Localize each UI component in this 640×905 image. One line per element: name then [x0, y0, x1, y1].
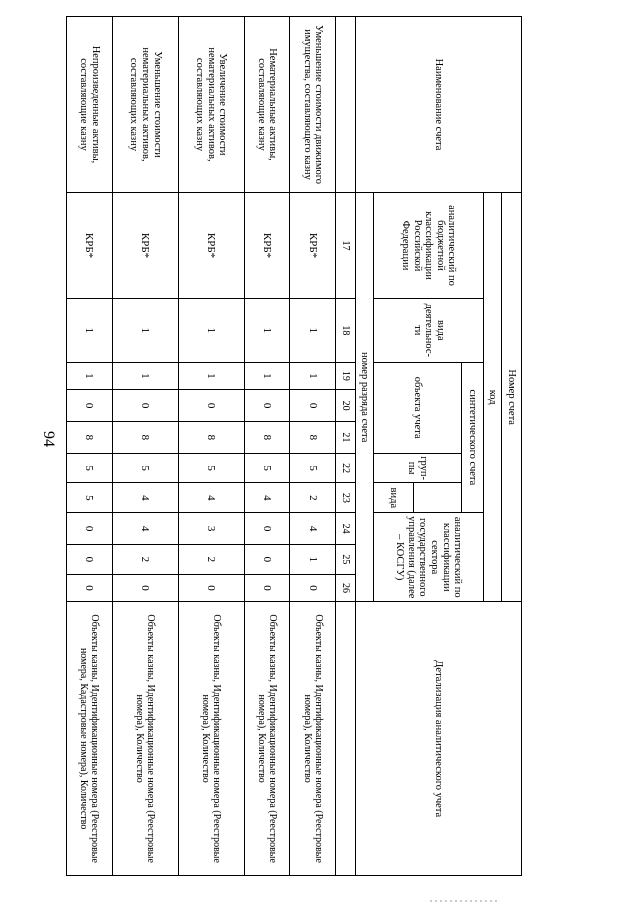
cell-17: КРБ*	[290, 193, 336, 299]
header-account-number: Номер счета	[502, 193, 522, 602]
header-account-object: объекта учета	[374, 362, 462, 453]
cell-24: 4	[290, 513, 336, 545]
cell-17: КРБ*	[178, 193, 244, 299]
account-detail: Объекты казны, Идентификационные номера (Реестровые номера, Кадастровые номера), Количество	[67, 602, 113, 876]
digit-21: 21	[336, 422, 356, 454]
table-row	[244, 17, 290, 876]
cell-19: 1	[67, 362, 113, 390]
cell-19: 1	[178, 362, 244, 390]
account-name: Уменьшение стоимости движимого имущества, составляющего казну	[290, 17, 336, 193]
digit-24: 24	[336, 513, 356, 545]
table-container	[66, 16, 640, 863]
cell-24: 0	[67, 513, 113, 545]
account-detail: Объекты казны, Идентификационные номера (Реестровые номера), Количество	[290, 602, 336, 876]
cell-21: 8	[67, 422, 113, 454]
cell-23: 4	[112, 483, 178, 513]
cell-25: 2	[112, 544, 178, 574]
cell-23: 2	[290, 483, 336, 513]
cell-26: 0	[290, 574, 336, 602]
header-groups: груп-пы	[374, 453, 462, 483]
account-name: Увеличение стоимости нематериальных активов, составляющих казну	[178, 17, 244, 193]
cell-24: 4	[112, 513, 178, 545]
header-kind-empty	[414, 483, 462, 513]
table-row	[178, 17, 244, 876]
digits-row	[336, 17, 356, 876]
header-kosgu: аналитический по классификации сектора государственного управления (далее – КОСГУ)	[374, 513, 484, 602]
cell-20: 0	[244, 390, 290, 422]
cell-19: 1	[290, 362, 336, 390]
cell-26: 0	[67, 574, 113, 602]
cell-22: 5	[290, 453, 336, 483]
cell-18: 1	[112, 299, 178, 363]
header-kind: вида	[374, 483, 414, 513]
cell-17: КРБ*	[112, 193, 178, 299]
digit-23: 23	[336, 483, 356, 513]
cell-18: 1	[67, 299, 113, 363]
header-digit-number: номер разряда счета	[356, 193, 374, 602]
digit-17: 17	[336, 193, 356, 299]
header-activity-type: вида деятельнос-ти	[374, 299, 484, 363]
digits-spacer-right	[336, 602, 356, 876]
table-row	[112, 17, 178, 876]
digit-26: 26	[336, 574, 356, 602]
cell-22: 5	[67, 453, 113, 483]
cell-17: КРБ*	[67, 193, 113, 299]
digit-22: 22	[336, 453, 356, 483]
cell-18: 1	[290, 299, 336, 363]
digit-19: 19	[336, 362, 356, 390]
cell-20: 0	[178, 390, 244, 422]
cell-24: 0	[244, 513, 290, 545]
account-detail: Объекты казны, Идентификационные номера (Реестровые номера), Количество	[112, 602, 178, 876]
header-detail: Детализация аналитического учета	[356, 602, 522, 876]
cell-25: 0	[244, 544, 290, 574]
cell-21: 8	[112, 422, 178, 454]
cell-23: 4	[244, 483, 290, 513]
cell-25: 1	[290, 544, 336, 574]
cell-18: 1	[244, 299, 290, 363]
header-synthetic: синтетического счета	[462, 362, 484, 513]
cell-21: 8	[178, 422, 244, 454]
cell-23: 5	[67, 483, 113, 513]
account-detail: Объекты казны, Идентификационные номера (Реестровые номера), Количество	[178, 602, 244, 876]
cell-20: 0	[112, 390, 178, 422]
account-name: Нематериальные активы, составляющие казну	[244, 17, 290, 193]
cell-21: 8	[244, 422, 290, 454]
scan-artifact	[0, 897, 640, 905]
cell-22: 5	[112, 453, 178, 483]
cell-25: 0	[67, 544, 113, 574]
cell-19: 1	[244, 362, 290, 390]
cell-21: 8	[290, 422, 336, 454]
cell-22: 5	[244, 453, 290, 483]
cell-20: 0	[290, 390, 336, 422]
table-row	[290, 17, 336, 876]
cell-17: КРБ*	[244, 193, 290, 299]
digit-25: 25	[336, 544, 356, 574]
account-name: Уменьшение стоимости нематериальных активов, составляющих казну	[112, 17, 178, 193]
rotated-page-content	[66, 16, 522, 876]
page-number: 94	[40, 431, 57, 447]
cell-20: 0	[67, 390, 113, 422]
account-detail: Объекты казны, Идентификационные номера (Реестровые номера), Количество	[244, 602, 290, 876]
table-row	[67, 17, 113, 876]
cell-23: 4	[178, 483, 244, 513]
header-code: код	[484, 193, 502, 602]
cell-22: 5	[178, 453, 244, 483]
cell-19: 1	[112, 362, 178, 390]
cell-26: 0	[244, 574, 290, 602]
header-analytic-budget: аналитический по бюджетной классификации Российской Федерации	[374, 193, 484, 299]
digit-18: 18	[336, 299, 356, 363]
cell-18: 1	[178, 299, 244, 363]
cell-26: 0	[178, 574, 244, 602]
cell-25: 2	[178, 544, 244, 574]
header-account-name: Наименование счета	[356, 17, 522, 193]
accounts-table	[66, 16, 522, 876]
cell-26: 0	[112, 574, 178, 602]
cell-24: 3	[178, 513, 244, 545]
digit-20: 20	[336, 390, 356, 422]
account-name: Непроизведенные активы, составляющие казну	[67, 17, 113, 193]
digits-spacer-left	[336, 17, 356, 193]
